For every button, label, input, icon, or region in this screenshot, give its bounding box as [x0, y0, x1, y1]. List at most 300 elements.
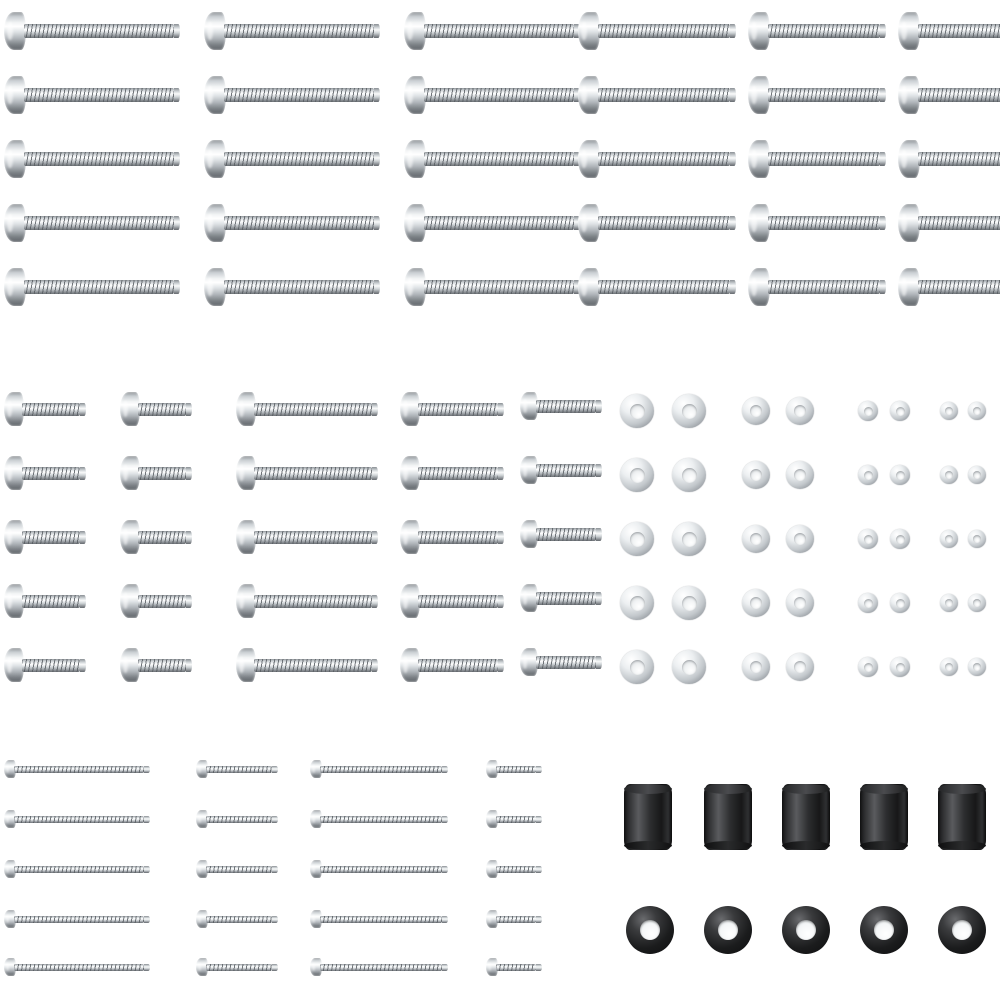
- bolt-shank: [424, 216, 574, 230]
- bolt-tip: [272, 964, 278, 971]
- bolt-shank: [24, 24, 174, 38]
- flat-washer-r2-c6: [890, 465, 910, 485]
- washer-hole: [630, 532, 645, 547]
- bolt-head: [898, 268, 920, 306]
- bolt-tip: [880, 24, 886, 38]
- thin-screw-r1-c1: [4, 760, 152, 778]
- bolt-shank: [14, 766, 144, 773]
- bolt-shank: [496, 964, 536, 971]
- bolt-shank: [206, 964, 272, 971]
- bolt-shank: [418, 403, 498, 416]
- medium-bolt-r5-c5: [520, 648, 604, 676]
- bolt-shank: [598, 280, 730, 294]
- bolt-shank: [254, 595, 372, 608]
- long-bolt-r3-c6: [898, 140, 1000, 178]
- bolt-shank: [598, 24, 730, 38]
- washer-hole: [794, 405, 806, 417]
- bolt-head: [236, 392, 256, 426]
- bolt-shank: [138, 467, 186, 480]
- bolt-tip: [174, 88, 180, 102]
- bolt-head: [898, 76, 920, 114]
- thin-screw-r3-c2: [196, 860, 280, 878]
- washer-hole: [896, 471, 905, 480]
- washer-hole: [682, 596, 697, 611]
- bolt-tip: [272, 866, 278, 873]
- flat-washer-r5-c2: [672, 650, 706, 684]
- rubber-washer-hole: [874, 920, 894, 940]
- bolt-shank: [768, 24, 880, 38]
- bolt-head: [120, 648, 140, 682]
- bolt-tip: [144, 766, 150, 773]
- medium-bolt-r1-c3: [236, 392, 380, 426]
- washer-hole: [973, 471, 981, 479]
- bolt-shank: [224, 280, 374, 294]
- flat-washer-r5-c8: [968, 658, 986, 676]
- flat-washer-r1-c3: [742, 397, 770, 425]
- washer-hole: [864, 407, 873, 416]
- washer-hole: [896, 599, 905, 608]
- bolt-tip: [80, 403, 86, 416]
- bolt-head: [4, 76, 26, 114]
- washer-hole: [896, 407, 905, 416]
- long-bolt-r5-c3: [404, 268, 582, 306]
- bolt-head: [4, 648, 24, 682]
- bolt-head: [404, 12, 426, 50]
- washer-hole: [945, 599, 953, 607]
- washer-hole: [945, 535, 953, 543]
- thin-screw-r5-c1: [4, 958, 152, 976]
- washer-hole: [794, 469, 806, 481]
- medium-bolt-r4-c4: [400, 584, 506, 618]
- bolt-tip: [272, 766, 278, 773]
- black-spacer-2: [704, 784, 752, 850]
- flat-washer-r1-c4: [786, 397, 814, 425]
- bolt-shank: [206, 866, 272, 873]
- bolt-shank: [320, 964, 442, 971]
- flat-washer-r5-c3: [742, 653, 770, 681]
- bolt-tip: [498, 595, 504, 608]
- thin-screw-r3-c3: [310, 860, 450, 878]
- bolt-tip: [186, 403, 192, 416]
- bolt-head: [578, 140, 600, 178]
- bolt-tip: [374, 216, 380, 230]
- bolt-head: [578, 268, 600, 306]
- bolt-tip: [372, 531, 378, 544]
- medium-bolt-r1-c4: [400, 392, 506, 426]
- long-bolt-r2-c6: [898, 76, 1000, 114]
- thin-screw-r5-c3: [310, 958, 450, 976]
- bolt-tip: [498, 467, 504, 480]
- flat-washer-r5-c4: [786, 653, 814, 681]
- flat-washer-r3-c1: [620, 522, 654, 556]
- bolt-shank: [536, 528, 596, 541]
- bolt-tip: [596, 528, 602, 541]
- thin-screw-r1-c4: [486, 760, 544, 778]
- long-bolt-r1-c3: [404, 12, 582, 50]
- medium-bolt-r4-c1: [4, 584, 88, 618]
- bolt-shank: [224, 24, 374, 38]
- bolt-shank: [418, 659, 498, 672]
- long-bolt-r5-c5: [748, 268, 888, 306]
- medium-bolt-r1-c5: [520, 392, 604, 420]
- washer-hole: [973, 535, 981, 543]
- washer-hole: [864, 471, 873, 480]
- bolt-tip: [730, 24, 736, 38]
- bolt-tip: [536, 866, 542, 873]
- flat-washer-r2-c1: [620, 458, 654, 492]
- long-bolt-r4-c2: [204, 204, 382, 242]
- bolt-tip: [174, 24, 180, 38]
- bolt-tip: [442, 964, 448, 971]
- thin-screw-r4-c1: [4, 910, 152, 928]
- black-spacer-3: [782, 784, 830, 850]
- flat-washer-r2-c2: [672, 458, 706, 492]
- bolt-tip: [174, 216, 180, 230]
- bolt-tip: [80, 659, 86, 672]
- medium-bolt-r5-c1: [4, 648, 88, 682]
- thin-screw-r2-c3: [310, 810, 450, 828]
- bolt-head: [236, 584, 256, 618]
- bolt-tip: [174, 152, 180, 166]
- long-bolt-r1-c4: [578, 12, 738, 50]
- bolt-tip: [186, 659, 192, 672]
- bolt-shank: [14, 964, 144, 971]
- bolt-head: [400, 520, 420, 554]
- long-bolt-r2-c3: [404, 76, 582, 114]
- flat-washer-r3-c3: [742, 525, 770, 553]
- long-bolt-r1-c5: [748, 12, 888, 50]
- bolt-shank: [424, 152, 574, 166]
- bolt-shank: [320, 766, 442, 773]
- bolt-shank: [24, 280, 174, 294]
- bolt-shank: [254, 403, 372, 416]
- bolt-tip: [442, 766, 448, 773]
- washer-hole: [750, 597, 762, 609]
- bolt-shank: [254, 531, 372, 544]
- bolt-head: [748, 12, 770, 50]
- flat-washer-r4-c5: [858, 593, 878, 613]
- flat-washer-r3-c8: [968, 530, 986, 548]
- bolt-shank: [138, 403, 186, 416]
- bolt-shank: [418, 467, 498, 480]
- bolt-tip: [80, 531, 86, 544]
- black-spacer-1: [624, 784, 672, 850]
- bolt-head: [4, 140, 26, 178]
- bolt-tip: [272, 816, 278, 823]
- flat-washer-r1-c8: [968, 402, 986, 420]
- washer-hole: [682, 532, 697, 547]
- rubber-washer-1: [626, 906, 674, 954]
- bolt-head: [204, 140, 226, 178]
- bolt-tip: [880, 88, 886, 102]
- thin-screw-r2-c1: [4, 810, 152, 828]
- flat-washer-r2-c3: [742, 461, 770, 489]
- thin-screw-r4-c2: [196, 910, 280, 928]
- long-bolt-r3-c4: [578, 140, 738, 178]
- bolt-tip: [442, 816, 448, 823]
- bolt-shank: [224, 88, 374, 102]
- bolt-tip: [186, 467, 192, 480]
- washer-hole: [794, 597, 806, 609]
- flat-washer-r2-c5: [858, 465, 878, 485]
- bolt-tip: [536, 816, 542, 823]
- bolt-tip: [144, 816, 150, 823]
- bolt-head: [898, 204, 920, 242]
- bolt-head: [578, 204, 600, 242]
- bolt-shank: [496, 816, 536, 823]
- rubber-washer-hole: [796, 920, 816, 940]
- washer-hole: [630, 404, 645, 419]
- long-bolt-r5-c1: [4, 268, 182, 306]
- medium-bolt-r5-c3: [236, 648, 380, 682]
- bolt-head: [4, 520, 24, 554]
- medium-bolt-r4-c5: [520, 584, 604, 612]
- bolt-shank: [22, 659, 80, 672]
- bolt-shank: [598, 88, 730, 102]
- bolt-shank: [138, 595, 186, 608]
- bolt-shank: [424, 88, 574, 102]
- long-bolt-r2-c5: [748, 76, 888, 114]
- medium-bolt-r4-c3: [236, 584, 380, 618]
- bolt-head: [4, 392, 24, 426]
- washer-hole: [630, 596, 645, 611]
- bolt-head: [236, 456, 256, 490]
- washer-hole: [682, 660, 697, 675]
- bolt-head: [120, 456, 140, 490]
- bolt-head: [400, 456, 420, 490]
- bolt-shank: [536, 592, 596, 605]
- bolt-shank: [768, 280, 880, 294]
- bolt-head: [404, 204, 426, 242]
- flat-washer-r4-c2: [672, 586, 706, 620]
- washer-hole: [945, 663, 953, 671]
- bolt-head: [748, 76, 770, 114]
- long-bolt-r3-c5: [748, 140, 888, 178]
- bolt-head: [578, 12, 600, 50]
- bolt-head: [404, 76, 426, 114]
- washer-hole: [864, 663, 873, 672]
- bolt-tip: [442, 866, 448, 873]
- washer-hole: [864, 535, 873, 544]
- bolt-shank: [206, 816, 272, 823]
- bolt-tip: [536, 766, 542, 773]
- bolt-head: [204, 204, 226, 242]
- flat-washer-r4-c3: [742, 589, 770, 617]
- medium-bolt-r1-c2: [120, 392, 194, 426]
- thin-screw-r4-c3: [310, 910, 450, 928]
- bolt-tip: [374, 88, 380, 102]
- bolt-shank: [768, 88, 880, 102]
- washer-hole: [750, 405, 762, 417]
- flat-washer-r4-c6: [890, 593, 910, 613]
- long-bolt-r4-c3: [404, 204, 582, 242]
- flat-washer-r2-c7: [940, 466, 958, 484]
- thin-screw-r2-c2: [196, 810, 280, 828]
- black-spacer-5: [938, 784, 986, 850]
- washer-hole: [750, 533, 762, 545]
- bolt-head: [400, 648, 420, 682]
- bolt-shank: [418, 595, 498, 608]
- medium-bolt-r4-c2: [120, 584, 194, 618]
- washer-hole: [896, 535, 905, 544]
- bolt-tip: [730, 88, 736, 102]
- flat-washer-r5-c7: [940, 658, 958, 676]
- bolt-tip: [880, 216, 886, 230]
- flat-washer-r4-c1: [620, 586, 654, 620]
- long-bolt-r3-c2: [204, 140, 382, 178]
- flat-washer-r5-c5: [858, 657, 878, 677]
- bolt-shank: [14, 816, 144, 823]
- washer-hole: [682, 468, 697, 483]
- medium-bolt-r3-c4: [400, 520, 506, 554]
- bolt-shank: [22, 403, 80, 416]
- bolt-tip: [730, 280, 736, 294]
- washer-hole: [794, 533, 806, 545]
- thin-screw-r4-c4: [486, 910, 544, 928]
- bolt-tip: [596, 656, 602, 669]
- bolt-shank: [918, 280, 1000, 294]
- bolt-shank: [14, 866, 144, 873]
- medium-bolt-r3-c2: [120, 520, 194, 554]
- bolt-tip: [372, 659, 378, 672]
- medium-bolt-r3-c3: [236, 520, 380, 554]
- flat-washer-r3-c5: [858, 529, 878, 549]
- bolt-shank: [536, 464, 596, 477]
- bolt-head: [204, 12, 226, 50]
- flat-washer-r4-c8: [968, 594, 986, 612]
- medium-bolt-r2-c5: [520, 456, 604, 484]
- thin-screw-r3-c4: [486, 860, 544, 878]
- flat-washer-r2-c8: [968, 466, 986, 484]
- bolt-shank: [22, 595, 80, 608]
- long-bolt-r3-c1: [4, 140, 182, 178]
- flat-washer-r3-c2: [672, 522, 706, 556]
- thin-screw-r5-c2: [196, 958, 280, 976]
- bolt-shank: [206, 916, 272, 923]
- long-bolt-r5-c6: [898, 268, 1000, 306]
- bolt-shank: [254, 467, 372, 480]
- rubber-washer-hole: [718, 920, 738, 940]
- bolt-shank: [320, 916, 442, 923]
- washer-hole: [864, 599, 873, 608]
- bolt-tip: [880, 280, 886, 294]
- thin-screw-r1-c3: [310, 760, 450, 778]
- flat-washer-r1-c7: [940, 402, 958, 420]
- bolt-shank: [24, 216, 174, 230]
- bolt-tip: [144, 964, 150, 971]
- bolt-tip: [144, 866, 150, 873]
- bolt-shank: [14, 916, 144, 923]
- bolt-tip: [272, 916, 278, 923]
- bolt-shank: [424, 24, 574, 38]
- bolt-tip: [730, 216, 736, 230]
- bolt-head: [204, 76, 226, 114]
- medium-bolt-r1-c1: [4, 392, 88, 426]
- washer-hole: [973, 663, 981, 671]
- bolt-tip: [596, 592, 602, 605]
- bolt-head: [4, 584, 24, 618]
- long-bolt-r5-c2: [204, 268, 382, 306]
- rubber-washer-3: [782, 906, 830, 954]
- bolt-shank: [598, 152, 730, 166]
- bolt-head: [748, 204, 770, 242]
- bolt-tip: [880, 152, 886, 166]
- rubber-washer-5: [938, 906, 986, 954]
- bolt-tip: [374, 24, 380, 38]
- bolt-head: [748, 268, 770, 306]
- washer-hole: [630, 468, 645, 483]
- bolt-shank: [224, 152, 374, 166]
- bolt-tip: [144, 916, 150, 923]
- bolt-head: [404, 268, 426, 306]
- long-bolt-r2-c2: [204, 76, 382, 114]
- black-spacer-4: [860, 784, 908, 850]
- medium-bolt-r5-c2: [120, 648, 194, 682]
- bolt-head: [236, 648, 256, 682]
- long-bolt-r4-c5: [748, 204, 888, 242]
- bolt-head: [400, 392, 420, 426]
- thin-screw-r2-c4: [486, 810, 544, 828]
- bolt-tip: [372, 467, 378, 480]
- bolt-shank: [24, 88, 174, 102]
- long-bolt-r4-c1: [4, 204, 182, 242]
- bolt-shank: [496, 766, 536, 773]
- bolt-tip: [596, 464, 602, 477]
- bolt-shank: [138, 659, 186, 672]
- bolt-tip: [498, 659, 504, 672]
- bolt-shank: [918, 152, 1000, 166]
- washer-hole: [682, 404, 697, 419]
- bolt-head: [898, 12, 920, 50]
- bolt-tip: [374, 152, 380, 166]
- medium-bolt-r3-c5: [520, 520, 604, 548]
- flat-washer-r4-c4: [786, 589, 814, 617]
- bolt-shank: [424, 280, 574, 294]
- bolt-tip: [498, 403, 504, 416]
- bolt-shank: [536, 400, 596, 413]
- flat-washer-r1-c1: [620, 394, 654, 428]
- bolt-head: [400, 584, 420, 618]
- long-bolt-r1-c6: [898, 12, 1000, 50]
- flat-washer-r4-c7: [940, 594, 958, 612]
- bolt-head: [4, 268, 26, 306]
- bolt-shank: [918, 88, 1000, 102]
- washer-hole: [630, 660, 645, 675]
- medium-bolt-r2-c2: [120, 456, 194, 490]
- bolt-tip: [372, 595, 378, 608]
- bolt-tip: [536, 964, 542, 971]
- long-bolt-r4-c6: [898, 204, 1000, 242]
- bolt-shank: [320, 866, 442, 873]
- bolt-head: [4, 204, 26, 242]
- bolt-head: [4, 456, 24, 490]
- bolt-shank: [918, 24, 1000, 38]
- bolt-shank: [206, 766, 272, 773]
- washer-hole: [973, 407, 981, 415]
- bolt-shank: [22, 467, 80, 480]
- washer-hole: [750, 469, 762, 481]
- bolt-shank: [254, 659, 372, 672]
- medium-bolt-r2-c4: [400, 456, 506, 490]
- thin-screw-r1-c2: [196, 760, 280, 778]
- flat-washer-r3-c7: [940, 530, 958, 548]
- washer-hole: [794, 661, 806, 673]
- bolt-tip: [174, 280, 180, 294]
- bolt-shank: [138, 531, 186, 544]
- bolt-head: [4, 12, 26, 50]
- bolt-shank: [536, 656, 596, 669]
- flat-washer-r5-c6: [890, 657, 910, 677]
